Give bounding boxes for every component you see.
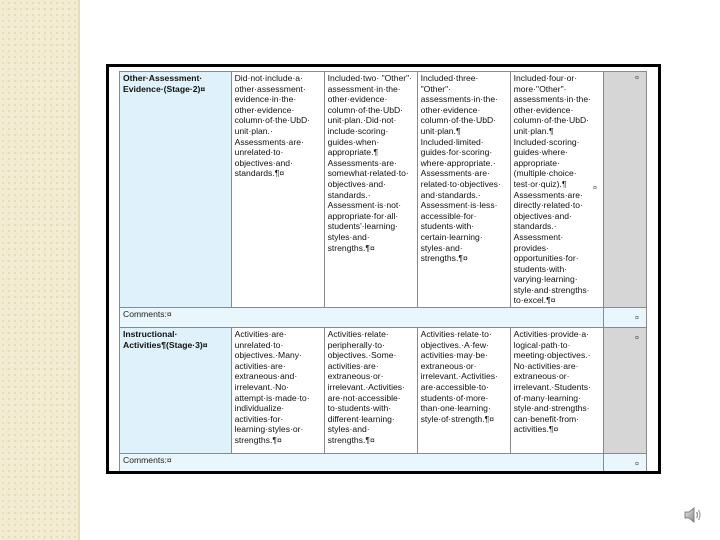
document-page	[109, 67, 658, 471]
level-cell-2: Included·two· "Other"· assessment·in·the· other·evidence· column·of·the·UbD· unit·plan.·Did·not· include·scoring· guides·when· appropriate.¶ Assessments·are· somewhat·related·to· objectives·and· standards.· Assessment·is·not· appropriate·for·all· students'·learning· styles·and· strengths.¶¤	[324, 72, 417, 308]
comments-row-2	[120, 454, 647, 471]
level-cell-2: Activities·relate· peripherally·to· objectives.·Some· activities·are· extraneous·or· irrelevant.·Activities· are·not·accessible· to·students·with· different·learning· styles·and· strengths.¶¤	[324, 328, 417, 454]
side-strip-edge	[78, 0, 80, 540]
level-cell-3: Activities·relate·to· objectives.·A·few· activities·may·be· extraneous·or· irrelevant.·Activities· are·accessible·to· students·of·more· than·one·learning· style·of·strength.¶¤	[417, 328, 510, 454]
score-cell	[603, 328, 646, 454]
comments-score-cell	[603, 454, 646, 471]
comments-label: Comments:¤	[120, 454, 604, 471]
comments-end-mark: ¤	[635, 315, 639, 322]
cell-side-mark: ¤	[593, 185, 597, 192]
comments-row-1	[120, 308, 647, 328]
level-cell-1: Did·not·include·a· other·assessment· evidence·in·the· other·evidence· column·of·the·UbD· unit·plan.· Assessments·are· unrelated·to· objectives·and· standards.¶¤	[231, 72, 324, 308]
criterion-cell: Other·Assessment· Evidence·(Stage·2)¤	[120, 72, 232, 308]
document-screenshot-frame	[106, 64, 661, 474]
level-cell-4: Activities·provide·a· logical·path·to· meeting·objectives.· No·activities·are· extraneous·or· irrelevant.·Students· of·many·learning· style·and·strengths· can·benefit·from· activities.¶¤	[510, 328, 603, 454]
row-end-mark: ¤	[635, 75, 639, 82]
comments-score-cell	[603, 308, 646, 328]
rubric-table	[119, 71, 647, 471]
rubric-row-other-assessment	[120, 72, 647, 308]
level-cell-1: Activities·are· unrelated·to· objectives.·Many· activities·are· extraneous·and· irrelevant.·No· attempt·is·made·to· individualize· activities·for· learning·styles·or· strengths.¶¤	[231, 328, 324, 454]
decorative-side-strip	[0, 0, 78, 540]
comments-end-mark: ¤	[635, 461, 639, 468]
criterion-cell: Instructional· Activities¶(Stage·3)¤	[120, 328, 232, 454]
comments-label: Comments:¤	[120, 308, 604, 328]
speaker-icon[interactable]	[682, 504, 704, 526]
score-cell	[603, 72, 646, 308]
rubric-row-instructional-activities	[120, 328, 647, 454]
row-end-mark: ¤	[635, 335, 639, 342]
level-cell-4: Included·four·or· more·"Other"· assessments·in·the· other·evidence· column·of·the·UbD· unit·plan.¶ Included·scoring· guides·where· appropriate· (multiple·choice· test·or·quiz).¶ Assessments·are· directly·related·to· objectives·and· standards.· Assessment· provides· opportunities·for· students·with· varying·learning· style·and·strengths· to·excel.¶¤	[510, 72, 603, 308]
level-cell-3: Included·three· "Other"· assessments·in·the· other·evidence· column·of·the·UbD· unit·plan.¶ Included·limited· guides·for·scoring· where·appropriate.· Assessments·are· related·to·objectives· and·standards.· Assessment·is·less· accessible·for· students·with· certain·learning· styles·and· strengths.¶¤	[417, 72, 510, 308]
